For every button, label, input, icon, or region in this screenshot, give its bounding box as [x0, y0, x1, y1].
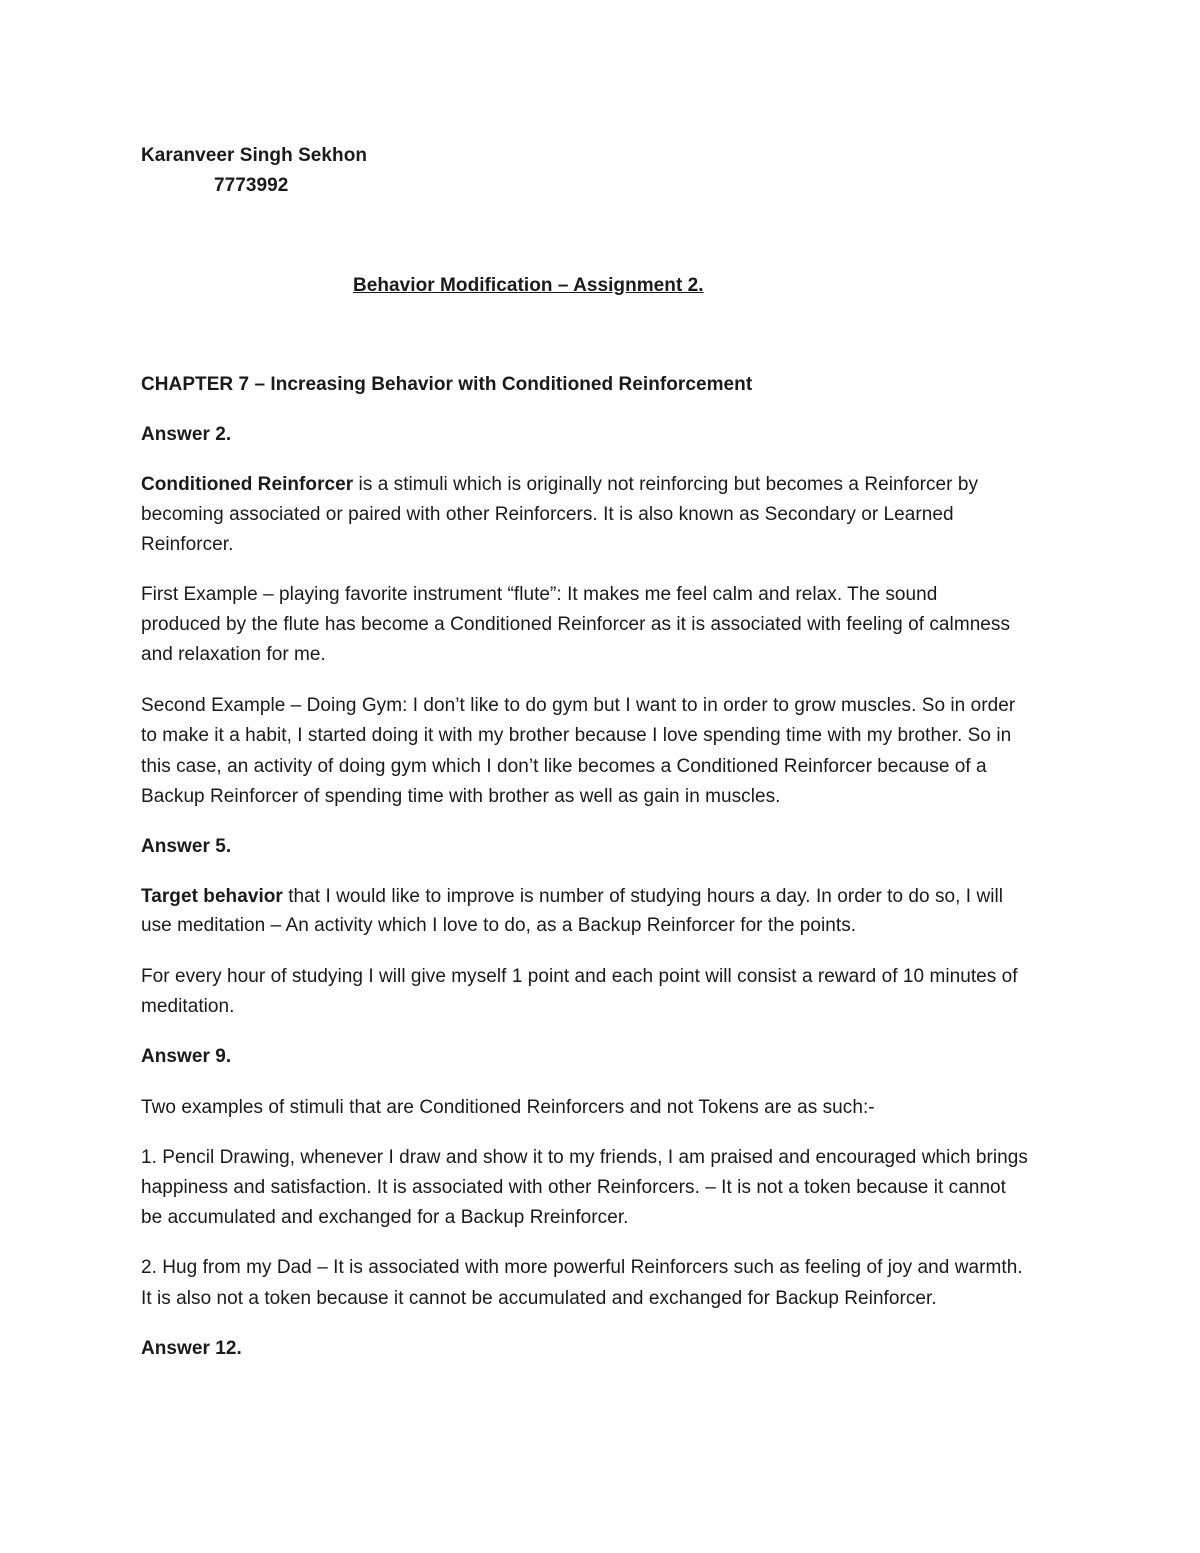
answer-2-example-2-line-4: Backup Reinforcer of spending time with brother as well as gain in muscles.: [141, 786, 781, 807]
answer-2-definition-line-2: becoming associated or paired with other Reinforcers. It is also known as Secondary or Learned: [141, 504, 954, 525]
answer-5-heading: Answer 5.: [141, 836, 232, 857]
target-term: Target behavior: [141, 886, 283, 907]
definition-term: Conditioned Reinforcer: [141, 474, 354, 495]
answer-5-points-line-2: meditation.: [141, 996, 235, 1017]
answer-2-example-2-line-3: this case, an activity of doing gym which I don’t like becomes a Conditioned Reinforcer because of a: [141, 756, 987, 777]
answer-9-intro: Two examples of stimuli that are Conditioned Reinforcers and not Tokens are as such:-: [141, 1097, 875, 1118]
answer-5-points-line-1: For every hour of studying I will give myself 1 point and each point will consist a reward of 10 minutes of: [141, 966, 1018, 987]
answer-2-definition-line-1: [141, 470, 978, 500]
answer-2-heading: Answer 2.: [141, 424, 232, 445]
answer-2-definition-line-3: Reinforcer.: [141, 534, 234, 555]
chapter-heading: CHAPTER 7 – Increasing Behavior with Conditioned Reinforcement: [141, 374, 753, 395]
answer-9-heading: Answer 9.: [141, 1046, 232, 1067]
answer-9-item-1-line-3: be accumulated and exchanged for a Backup Rreinforcer.: [141, 1207, 629, 1228]
document-title: Behavior Modification – Assignment 2.: [353, 275, 704, 296]
answer-9-item-1-line-2: happiness and satisfaction. It is associated with other Reinforcers. – It is not a token because it cannot: [141, 1177, 1007, 1198]
answer-9-item-2-line-1: 2. Hug from my Dad – It is associated with more powerful Reinforcers such as feeling of joy and warmth.: [141, 1257, 1023, 1278]
answer-2-example-1-line-2: produced by the flute has become a Conditioned Reinforcer as it is associated with feeling of calmness: [141, 614, 1011, 635]
answer-5-target-line-1: [141, 882, 1003, 912]
answer-12-heading: Answer 12.: [141, 1338, 242, 1359]
answer-2-example-1-line-1: First Example – playing favorite instrument “flute”: It makes me feel calm and relax. The sound: [141, 584, 938, 605]
author-name: Karanveer Singh Sekhon: [141, 145, 368, 166]
answer-5-target-line-2: use meditation – An activity which I love to do, as a Backup Reinforcer for the points.: [141, 915, 857, 936]
target-line-1-text: that I would like to improve is number of studying hours a day. In order to do so, I will: [282, 886, 1004, 907]
answer-2-example-2-line-2: to make it a habit, I started doing it with my brother because I love spending time with my brother. So in: [141, 725, 1012, 746]
answer-9-item-2-line-2: It is also not a token because it cannot be accumulated and exchanged for Backup Reinforcer.: [141, 1288, 937, 1309]
answer-9-item-1-line-1: 1. Pencil Drawing, whenever I draw and show it to my friends, I am praised and encouraged which brings: [141, 1147, 1028, 1168]
student-id: 7773992: [214, 175, 289, 196]
definition-line-1-text: is a stimuli which is originally not reinforcing but becomes a Reinforcer by: [353, 474, 979, 495]
answer-2-example-1-line-3: and relaxation for me.: [141, 644, 326, 665]
answer-2-example-2-line-1: Second Example – Doing Gym: I don’t like to do gym but I want to in order to grow muscles. So in order: [141, 695, 1016, 716]
